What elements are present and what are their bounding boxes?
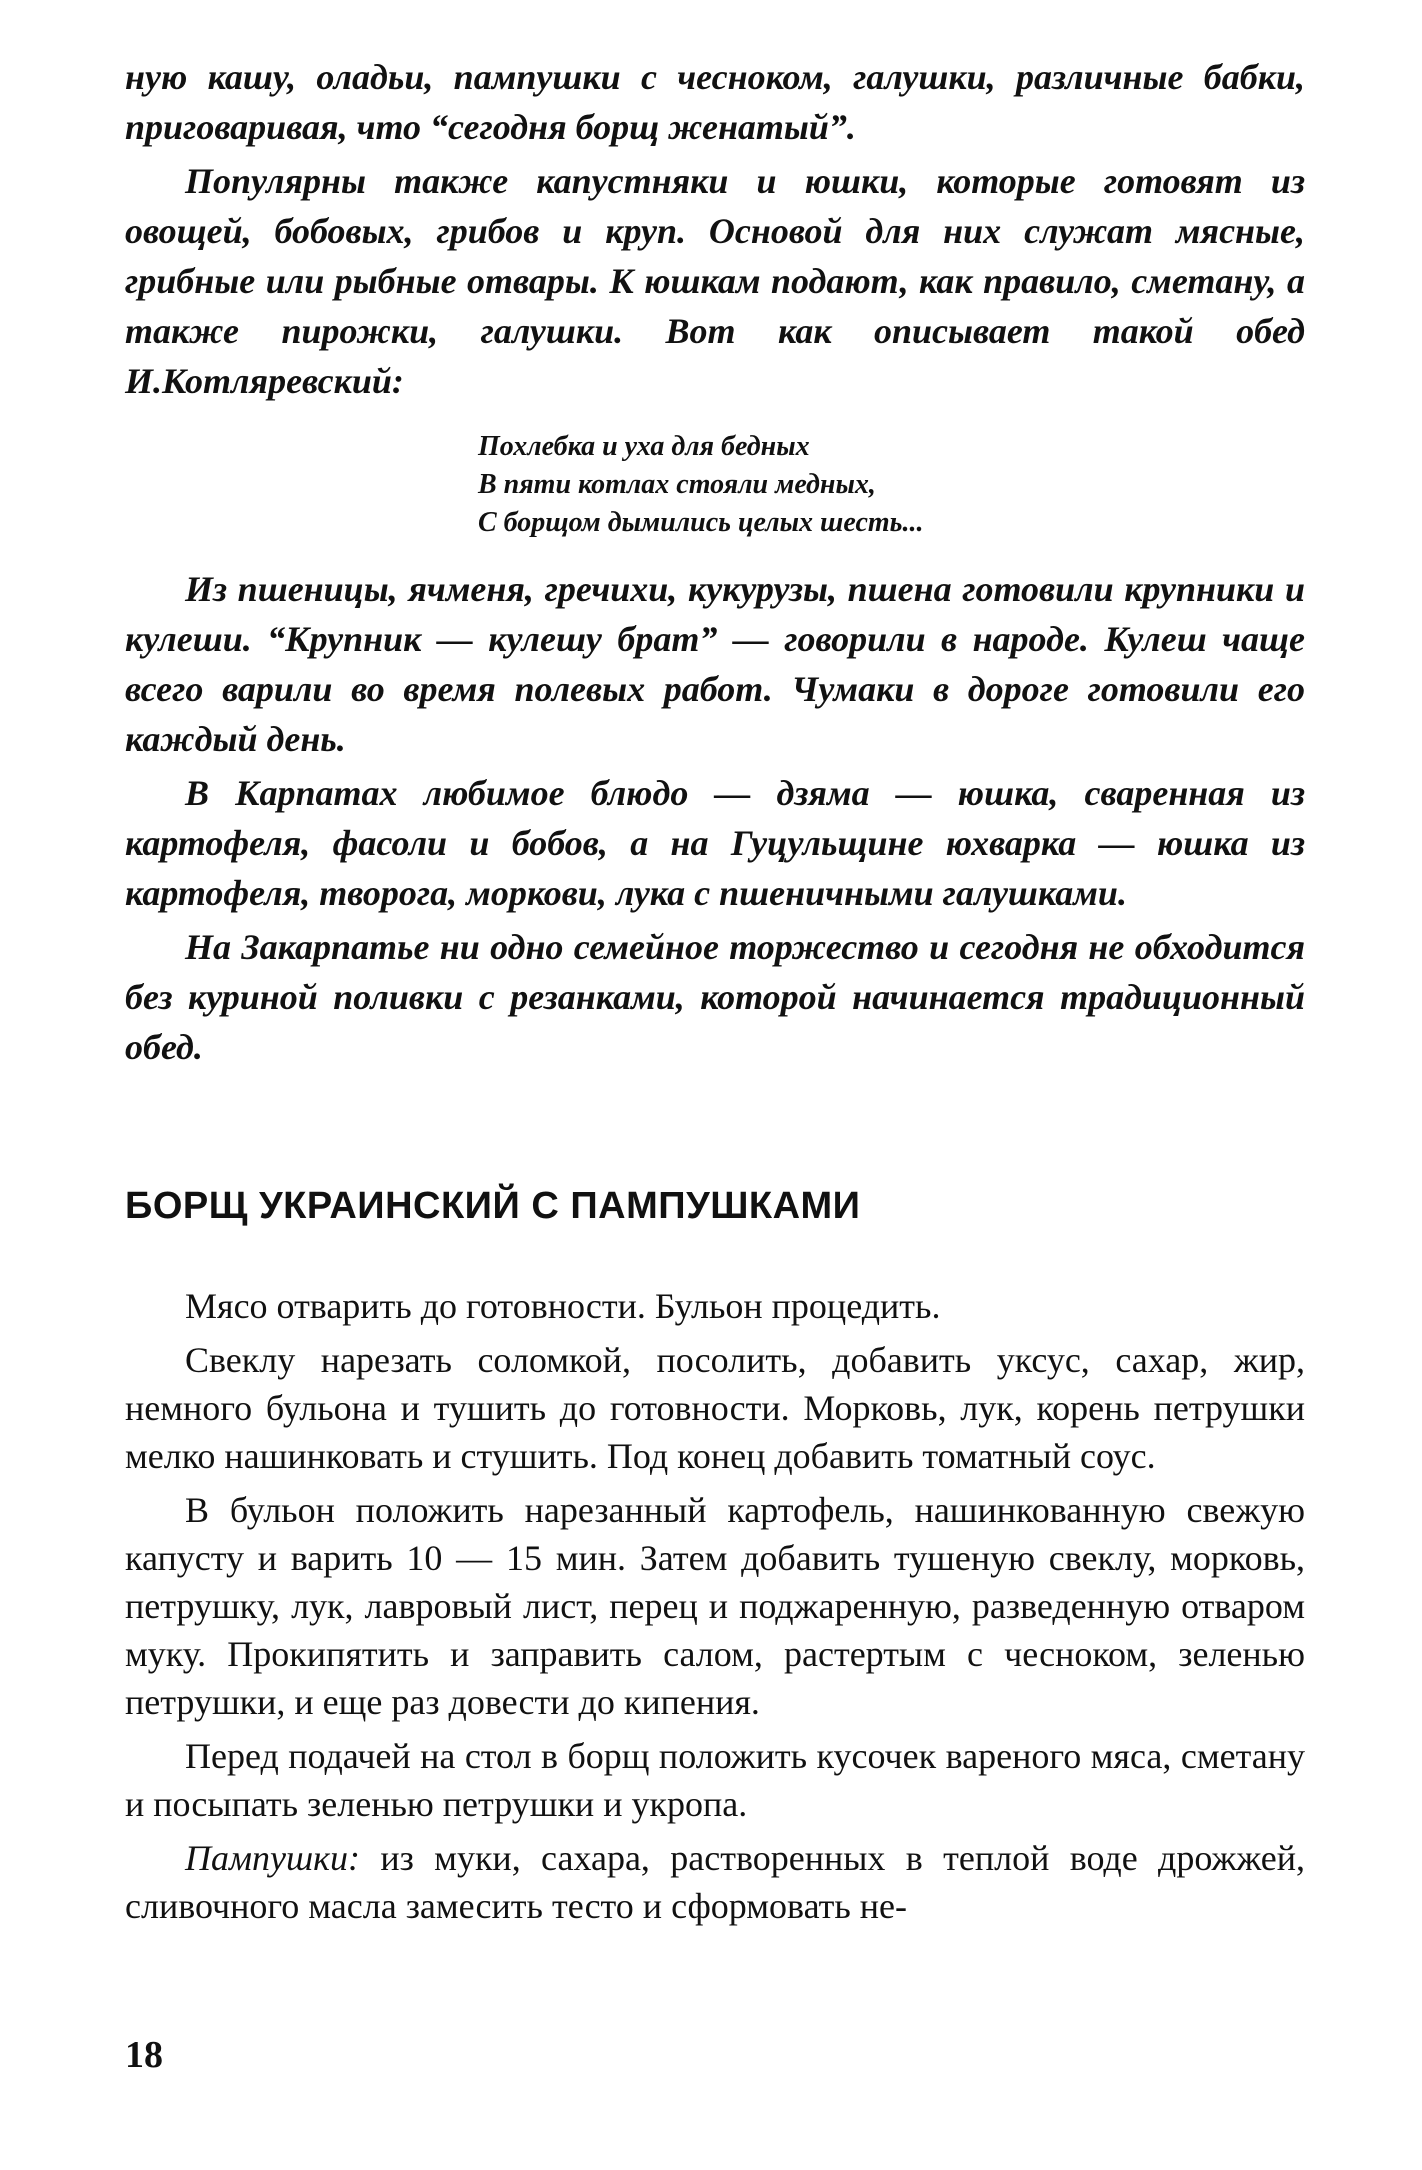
recipe-step: В бульон положить нарезанный картофель, нашинкованную свежую капусту и варить 10 — 15 мин. Затем добавить тушеную свеклу, морковь, петрушку, лук, лавровый лист, перец и поджаренную, разведенную отваром муку. Прокипятить и заправить салом, растертым с чесноком, зеленью петрушки, и еще раз довести до кипения.: [125, 1490, 1305, 1722]
recipe-step: Мясо отварить до готовности. Бульон процедить.: [185, 1286, 941, 1326]
intro-paragraph-kapustnyaki: Популярны также капустняки и юшки, которые готовят из овощей, бобовых, грибов и круп. Основой для них служат мясные, грибные или рыбные отвары. К юшкам подают, как правило, сметану, а также пирожки, галушки. Вот как описывает такой обед И.Котляревский:: [125, 161, 1305, 401]
recipe-step: Свеклу нарезать соломкой, посолить, добавить уксус, сахар, жир, немного бульона и тушить до готовности. Морковь, лук, корень петрушки мелко нашинковать и стушить. Под конец добавить томатный соус.: [125, 1340, 1305, 1476]
intro-section: [125, 52, 1305, 1072]
intro-paragraph-continued: ную кашу, оладьи, пампушки с чесноком, галушки, различные бабки, приговаривая, что “сегодня борщ женатый”.: [125, 57, 1305, 147]
poem-line: С борщом дымились целых шесть...: [478, 507, 924, 538]
recipe-section: [125, 1282, 1305, 1930]
page-number: 18: [125, 2034, 163, 2076]
intro-paragraph-zakarpatye: На Закарпатье ни одно семейное торжество и сегодня не обходится без куриной поливки с резанками, которой начинается традиционный обед.: [125, 927, 1305, 1067]
poem-quote: [478, 428, 1305, 542]
intro-paragraph-krupniki: Из пшеницы, ячменя, гречихи, кукурузы, пшена готовили крупники и кулеши. “Крупник — кулешу брат” — говорили в народе. Кулеш чаще всего варили во время полевых работ. Чумаки в дороге готовили его каждый день.: [125, 569, 1305, 759]
poem-line: В пяти котлах стояли медных,: [478, 469, 876, 500]
pampushki-label: Пампушки:: [185, 1838, 360, 1878]
intro-paragraph-karpaty: В Карпатах любимое блюдо — дзяма — юшка, сваренная из картофеля, фасоли и бобов, а на Гуцульщине юхварка — юшка из картофеля, творога, моркови, лука с пшеничными галушками.: [125, 773, 1305, 913]
recipe-title: БОРЩ УКРАИНСКИЙ С ПАМПУШКАМИ: [125, 1185, 861, 1227]
pampushki-text: из муки, сахара, растворенных в теплой воде дрожжей, сливочного масла замесить тесто и сформовать не-: [125, 1838, 1305, 1926]
recipe-step: Перед подачей на стол в борщ положить кусочек вареного мяса, сметану и посыпать зеленью петрушки и укропа.: [125, 1736, 1305, 1824]
page-content: [125, 52, 1305, 1936]
poem-line: Похлебка и уха для бедных: [478, 431, 810, 462]
recipe-step-pampushki: [125, 1834, 1305, 1930]
